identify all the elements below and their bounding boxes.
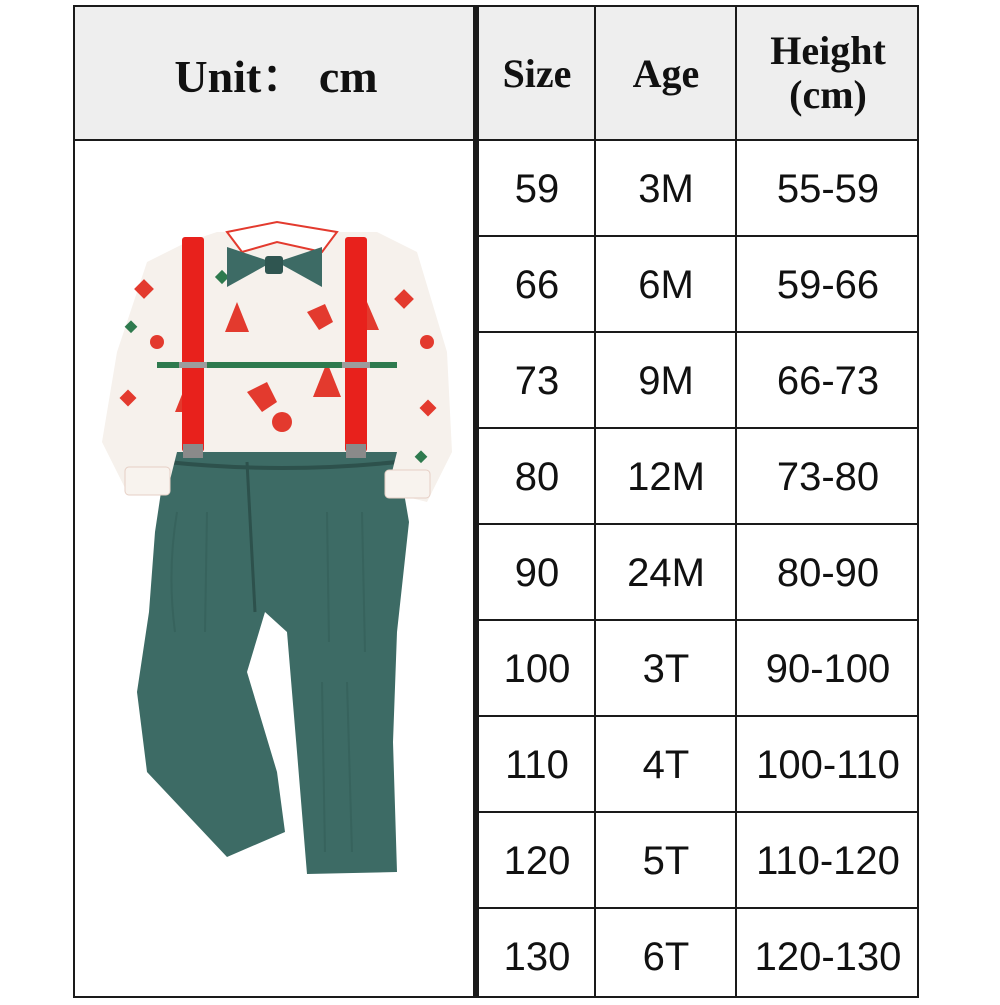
table-row	[479, 141, 919, 237]
height-cell: 110-120	[756, 838, 900, 883]
size-cell: 100	[503, 646, 571, 691]
size-chart-table	[73, 5, 919, 998]
height-cell: 80-90	[776, 550, 880, 595]
height-cell: 120-130	[754, 934, 902, 979]
age-cell: 4T	[642, 742, 690, 787]
outfit-image	[97, 212, 457, 892]
table-row	[479, 333, 919, 429]
table-row	[479, 717, 919, 813]
age-cell: 12M	[627, 454, 705, 499]
size-cell: 120	[503, 838, 571, 883]
size-cell: 73	[514, 358, 560, 403]
age-cell: 5T	[642, 838, 690, 883]
age-header: Age	[632, 50, 700, 96]
table-row	[479, 621, 919, 717]
age-cell: 6M	[638, 262, 694, 307]
size-cell: 59	[514, 166, 560, 211]
age-cell: 24M	[627, 550, 705, 595]
height-cell: 59-66	[776, 262, 880, 307]
size-cell: 66	[514, 262, 560, 307]
height-cell: 73-80	[776, 454, 880, 499]
height-cell: 66-73	[776, 358, 880, 403]
age-cell: 6T	[642, 934, 690, 979]
height-cell: 90-100	[765, 646, 891, 691]
size-cell: 90	[514, 550, 560, 595]
table-row	[479, 813, 919, 909]
age-cell: 3T	[642, 646, 690, 691]
size-cell: 80	[514, 454, 560, 499]
height-header-line1: Height	[770, 28, 886, 73]
height-cell: 100-110	[756, 742, 900, 787]
unit-header: Unit： cm	[174, 51, 378, 102]
height-header	[737, 7, 919, 139]
size-cell: 110	[505, 742, 569, 787]
table-row	[479, 237, 919, 333]
pants-shape	[137, 452, 409, 874]
table-header	[75, 7, 917, 141]
height-header-line2: (cm)	[789, 72, 867, 117]
age-cell: 3M	[638, 166, 694, 211]
age-cell: 9M	[638, 358, 694, 403]
table-row	[479, 909, 919, 1005]
height-cell: 55-59	[776, 166, 880, 211]
size-header: Size	[502, 50, 572, 96]
table-row	[479, 525, 919, 621]
size-cell: 130	[503, 934, 571, 979]
table-row	[479, 429, 919, 525]
